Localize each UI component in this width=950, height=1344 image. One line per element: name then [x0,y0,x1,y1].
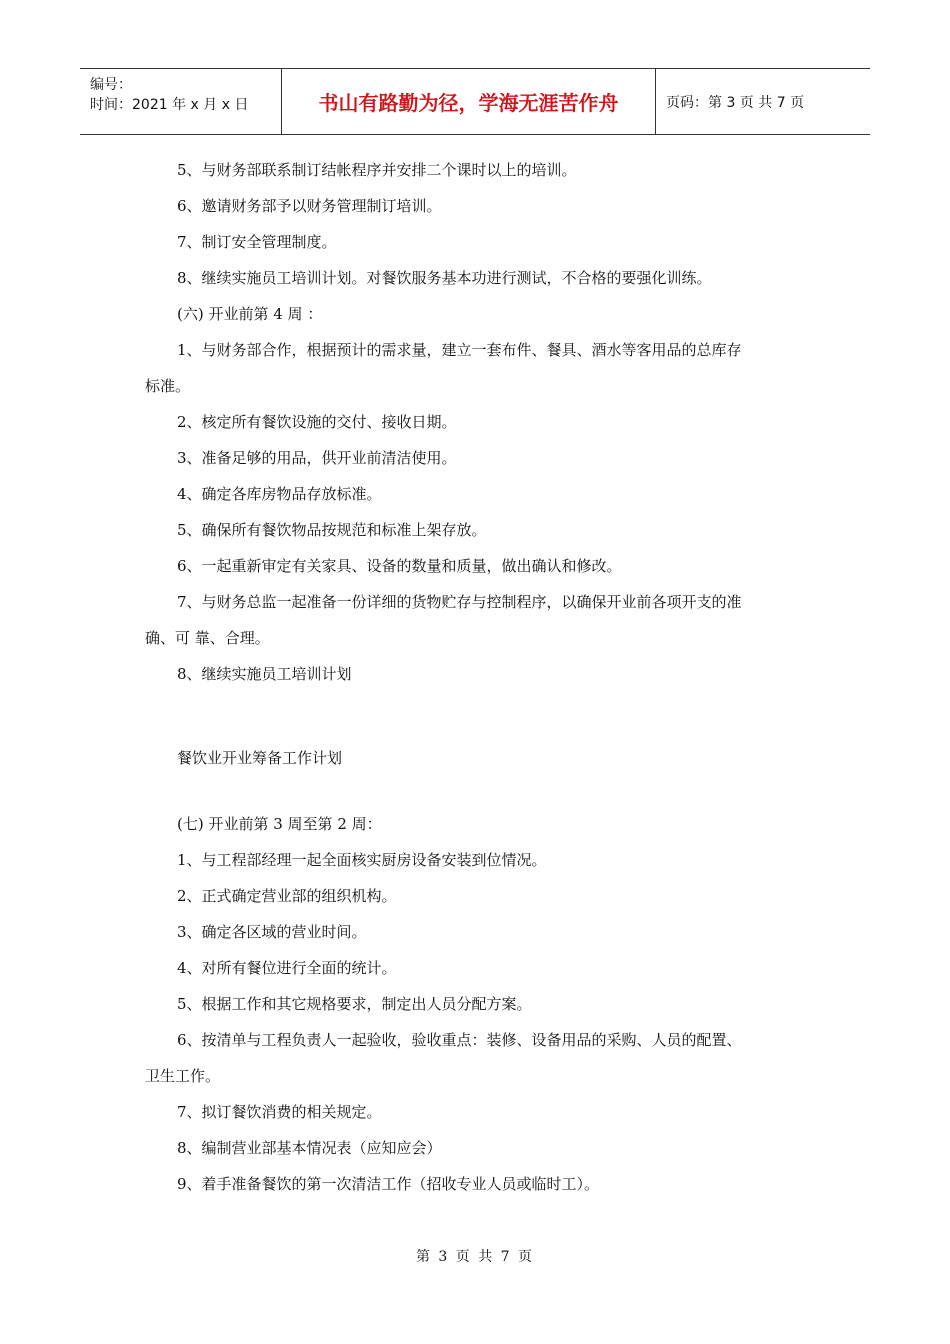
paragraph: 3、确定各区域的营业时间。 [177,923,367,941]
paragraph: 4、确定各库房物品存放标准。 [177,485,382,503]
paragraph: 3、准备足够的用品，供开业前清洁使用。 [177,449,457,467]
paragraph: 6、一起重新审定有关家具、设备的数量和质量，做出确认和修改。 [177,557,622,575]
paragraph: 8、继续实施员工培训计划 [177,665,352,683]
paragraph-continuation: 标准。 [145,377,191,395]
document-body [145,152,810,1202]
paragraph: 7、制订安全管理制度。 [177,233,337,251]
spacer [145,776,810,806]
section-heading: (七) 开业前第 3 周至第 2 周： [177,815,382,833]
spacer [145,692,810,740]
paragraph: 1、与工程部经理一起全面核实厨房设备安装到位情况。 [177,851,547,869]
paragraph: 6、按清单与工程负责人一起验收，验收重点：装修、设备用品的采购、人员的配置、 [177,1031,742,1049]
paragraph: 4、对所有餐位进行全面的统计。 [177,959,397,977]
document-title: 餐饮业开业筹备工作计划 [177,749,343,767]
paragraph: 9、着手准备餐饮的第一次清洁工作（招收专业人员或临时工）。 [177,1175,600,1193]
header-meta [80,69,282,134]
time-label: 时间：2021 年 x 月 x 日 [90,97,249,113]
header-page-info: 页码：第 3 页 共 7 页 [666,94,805,111]
paragraph: 5、根据工作和其它规格要求，制定出人员分配方案。 [177,995,532,1013]
paragraph: 2、正式确定营业部的组织机构。 [177,887,397,905]
paragraph-continuation: 卫生工作。 [145,1067,221,1085]
paragraph: 5、与财务部联系制订结帐程序并安排二个课时以上的培训。 [177,161,577,179]
page-header [80,68,870,135]
page-footer: 第 3 页 共 7 页 [415,1249,535,1265]
paragraph: 6、邀请财务部予以财务管理制订培训。 [177,197,442,215]
paragraph: 5、确保所有餐饮物品按规范和标准上架存放。 [177,521,487,539]
paragraph: 8、编制营业部基本情况表（应知应会） [177,1139,442,1157]
paragraph-continuation: 确、可 靠、合理。 [145,629,270,647]
header-motto: 书山有路勤为径，学海无涯苦作舟 [282,69,656,134]
paragraph: 2、核定所有餐饮设施的交付、接收日期。 [177,413,457,431]
paragraph: 8、继续实施员工培训计划。对餐饮服务基本功进行测试，不合格的要强化训练。 [177,269,712,287]
section-heading: (六) 开业前第 4 周 ： [177,305,323,323]
serial-label: 编号： [90,77,132,93]
paragraph: 7、拟订餐饮消费的相关规定。 [177,1103,382,1121]
paragraph: 1、与财务部合作，根据预计的需求量，建立一套布件、餐具、酒水等客用品的总库存 [177,341,742,359]
paragraph: 7、与财务总监一起准备一份详细的货物贮存与控制程序，以确保开业前各项开支的准 [177,593,742,611]
